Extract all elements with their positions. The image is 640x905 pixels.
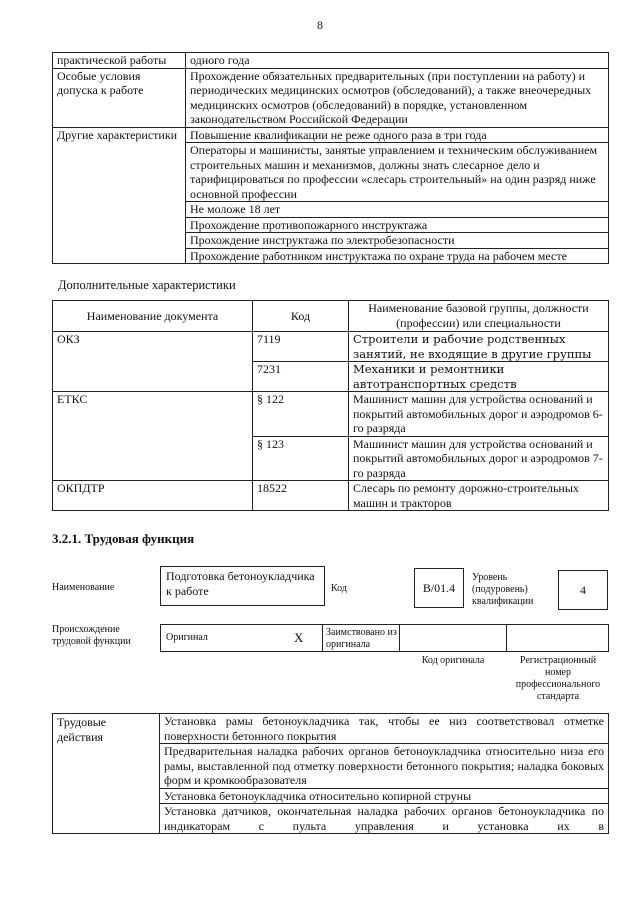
row-value: Прохождение работником инструктажа по охране труда на рабочем месте xyxy=(186,248,609,264)
borrowed-label: Заимствовано из оригинала xyxy=(326,627,397,650)
doc-okz: ОКЗ xyxy=(53,332,253,392)
code-box xyxy=(414,568,464,608)
additional-title: Дополнительные характеристики xyxy=(58,278,236,292)
table-row xyxy=(53,392,609,437)
doc-okpdtr: ОКПДТР xyxy=(53,481,253,511)
name-cell: Машинист машин для устройства оснований и покрытий автомобильных дорог и аэродромов 7-го разряда xyxy=(349,436,609,481)
actions-label: Трудовые действия xyxy=(53,714,160,834)
code-original-cell xyxy=(399,624,507,652)
original-mark: X xyxy=(294,630,304,645)
reg-number-cell xyxy=(506,624,609,652)
action-item: Установка бетоноукладчика относительно копирной струны xyxy=(160,788,609,804)
level-label: Уровень (подуровень) квалификации xyxy=(472,572,534,607)
row-value: Не моложе 18 лет xyxy=(186,202,609,218)
borrowed-cell xyxy=(322,624,400,652)
origin-label: Происхождение трудовой функции xyxy=(52,624,131,647)
row-value: одного года xyxy=(186,53,609,69)
table-row xyxy=(53,68,609,127)
function-name-box xyxy=(160,566,325,606)
original-cell xyxy=(160,624,323,652)
function-name-value: Подготовка бетоноукладчика к работе xyxy=(166,569,315,598)
table-row xyxy=(53,481,609,511)
header-name: Наименование базовой группы, должности (профессии) или специальности xyxy=(349,301,609,332)
name-cell: Слесарь по ремонту дорожно-строительных машин и тракторов xyxy=(349,481,609,511)
level-box xyxy=(558,570,608,610)
row-label: практической работы xyxy=(53,53,186,69)
code-cell: 18522 xyxy=(253,481,349,511)
level-value: 4 xyxy=(580,583,586,597)
section-title: 3.2.1. Трудовая функция xyxy=(52,531,195,546)
row-label: Особые условия допуска к работе xyxy=(53,68,186,127)
table-row xyxy=(53,332,609,362)
page-number: 8 xyxy=(317,18,323,32)
header-code: Код xyxy=(253,301,349,332)
name-label: Наименование xyxy=(52,582,115,593)
row-value: Повышение квалификации не реже одного раза в три года xyxy=(186,127,609,143)
reg-number-caption: Регистрационный номер профессионального стандарта xyxy=(515,655,601,702)
labor-actions-table xyxy=(52,713,609,834)
additional-table xyxy=(52,300,609,511)
header-doc: Наименование документа xyxy=(53,301,253,332)
name-cell: Машинист машин для устройства оснований и покрытий автомобильных дорог и аэродромов 6-го разряда xyxy=(349,392,609,437)
table-row xyxy=(53,127,609,143)
code-value: B/01.4 xyxy=(422,581,456,595)
original-label: Оригинал xyxy=(166,632,208,643)
row-value: Прохождение инструктажа по электробезопасности xyxy=(186,233,609,249)
code-original-caption: Код оригинала xyxy=(421,655,485,666)
table-row xyxy=(53,53,609,69)
action-item: Предварительная наладка рабочих органов бетоноукладчика относительно низа его рамы, выставленной под отметку поверхности бетонного покрытия; наладка боковых форм и кромкообразователя xyxy=(160,744,609,789)
row-value: Прохождение противопожарного инструктажа xyxy=(186,217,609,233)
name-cell: Строители и рабочие родственных занятий, не входящие в другие группы xyxy=(349,332,609,362)
code-cell: § 122 xyxy=(253,392,349,437)
name-cell: Механики и ремонтники автотранспортных средств xyxy=(349,362,609,392)
code-label: Код xyxy=(331,583,347,594)
action-item: Установка рамы бетоноукладчика так, чтобы ее низ соответствовал отметке поверхности бетонного покрытия xyxy=(160,714,609,744)
requirements-table xyxy=(52,52,609,264)
action-item: Установка датчиков, окончательная наладка рабочих органов бетоноукладчика по индикаторам с пульта управления и установка их в xyxy=(160,804,609,834)
code-cell: 7231 xyxy=(253,362,349,392)
row-value: Операторы и машинисты, занятые управлением и техническим обслуживанием строительных машин и механизмов, должны знать слесарное дело и тарифицироваться по профессии «слесарь строительный» на один разряд ниже основной профессии xyxy=(186,143,609,202)
doc-etks: ЕТКС xyxy=(53,392,253,481)
row-label: Другие характеристики xyxy=(53,127,186,264)
code-cell: § 123 xyxy=(253,436,349,481)
row-value: Прохождение обязательных предварительных (при поступлении на работу) и периодических медицинских осмотров (обследований), а также внеочередных медицинских осмотров (обследований) в порядке, установленном законодательством Российской Федерации xyxy=(186,68,609,127)
table-header xyxy=(53,301,609,332)
code-cell: 7119 xyxy=(253,332,349,362)
table-row xyxy=(53,714,609,744)
